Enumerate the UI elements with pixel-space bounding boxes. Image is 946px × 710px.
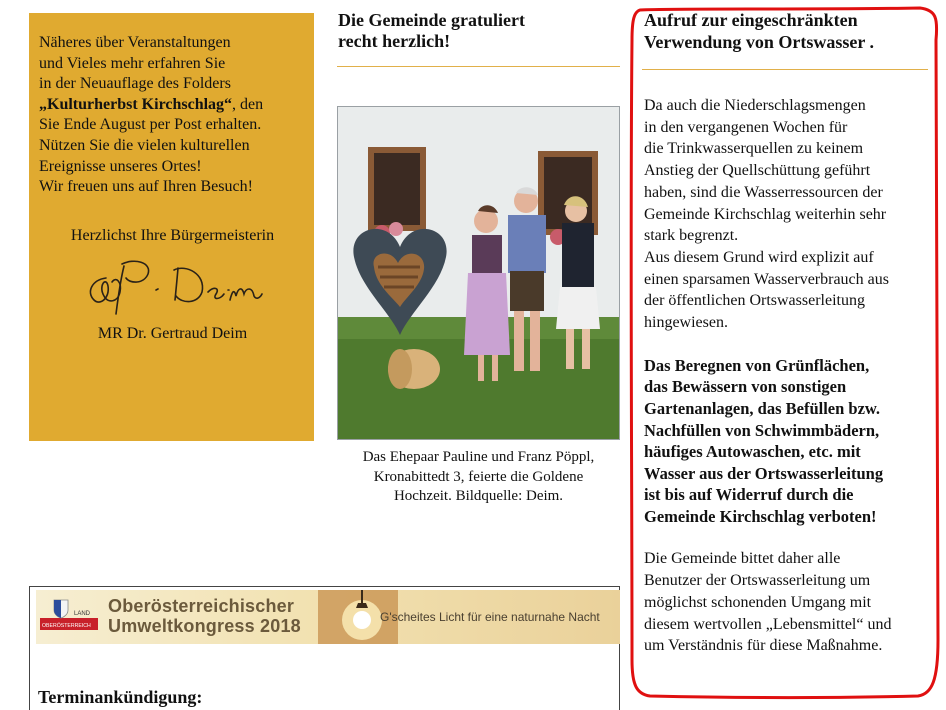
congrats-heading: Die Gemeinde gratuliert recht herzlich! xyxy=(338,10,525,51)
water-notice-paragraph-3: Die Gemeinde bittet daher alle Benutzer der Ortswasserleitung um möglichst schonenden Umgang mit diesem wertvollen „Lebensmittel“ und um Verständnis für diese Maßnahme. xyxy=(644,550,892,655)
water-notice-paragraph-1: Da auch die Niederschlagsmengen in den vergangenen Wochen für die Trinkwasserquellen zu keinem Anstieg der Quellschüttung geführt haben, sind die Wasserressourcen der Gemeinde Kirchschlag weiterhin sehr stark begrenzt. Aus diesem Grund wird explizit auf einen sparsamen Wasserverbrauch aus der öffentlichen Ortswasserleitung hingewiesen. xyxy=(644,97,889,332)
mayor-signature xyxy=(78,256,268,318)
photo-caption: Das Ehepaar Pauline und Franz Pöppl, Kronabittedt 3, feierte die Goldene Hochzeit. Bildquelle: Deim. xyxy=(362,449,595,504)
signer-name: MR Dr. Gertraud Deim xyxy=(97,325,248,343)
intro-text-1: Näheres über Veranstaltungen und Vieles mehr erfahren Sie in der Neuauflage des Folders xyxy=(39,34,231,93)
banner-title: Oberösterreichischer Umweltkongress 2018 xyxy=(108,596,301,636)
upper-austria-crest-icon xyxy=(40,596,100,636)
couple-photo xyxy=(337,106,620,440)
water-notice-heading: Aufruf zur eingeschränkten Verwendung von Ortswasser . xyxy=(644,10,875,52)
banner-tagline: G'scheites Licht für eine naturnahe Nacht xyxy=(380,610,600,624)
folder-name: „Kulturherbst Kirchschlag“ xyxy=(39,95,233,113)
water-notice xyxy=(644,10,934,657)
svg-text:LAND: LAND xyxy=(74,611,91,617)
notice-heading-rule xyxy=(642,69,928,70)
heading-rule xyxy=(337,66,620,67)
water-notice-ban: Das Beregnen von Grünflächen, das Bewässern von sonstigen Gartenanlagen, das Befüllen bzw. Nachfüllen von Schwimmbädern, häufiges Autowaschen, etc. mit Wasser aus der Ortswasserleitung ist bis auf Widerruf durch die Gemeinde Kirchschlag verboten! xyxy=(644,355,884,526)
svg-text:OBERÖSTERREICH: OBERÖSTERREICH xyxy=(42,623,91,629)
greeting: Herzlichst Ihre Bürgermeisterin xyxy=(70,226,275,244)
termin-heading: Terminankündigung: xyxy=(38,687,203,707)
events-info-box xyxy=(29,13,314,441)
umweltkongress-banner xyxy=(36,590,620,644)
events-info-text xyxy=(39,33,306,198)
intro-text-2: , den Sie Ende August per Post erhalten. Nützen Sie die vielen kulturellen Ereignisse unseres Ortes! Wir freuen uns auf Ihren Besuch! xyxy=(39,95,264,196)
